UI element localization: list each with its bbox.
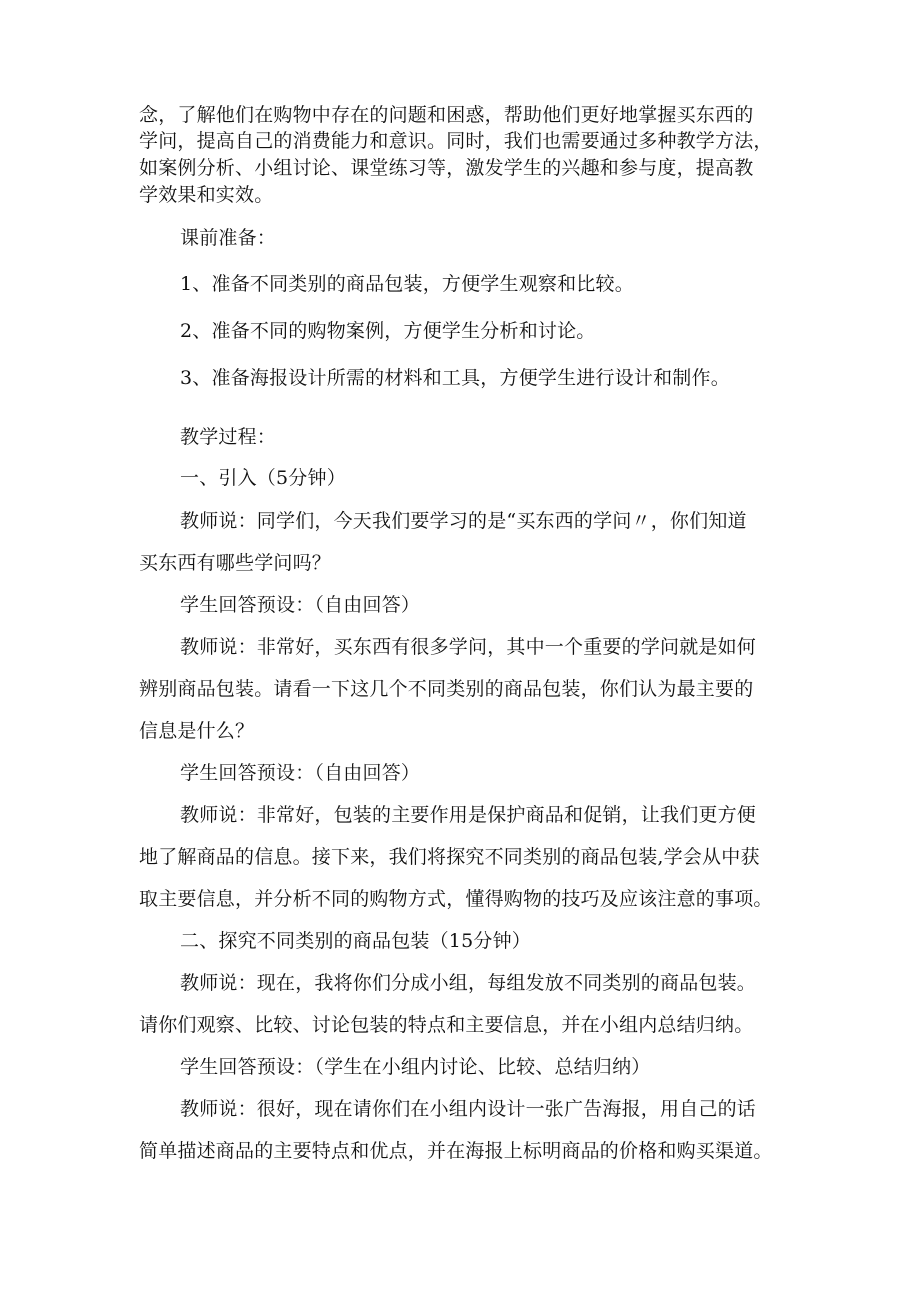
subsection-heading: 二、探究不同类别的商品包装（15分钟）: [180, 930, 531, 952]
list-item: 2、准备不同的购物案例，方便学生分析和讨论。: [180, 320, 596, 342]
paragraph-line: 教师说：非常好，包装的主要作用是保护商品和促销，让我们更方便: [180, 804, 757, 826]
paragraph-line: 学问，提高自己的消费能力和意识。同时，我们也需要通过多种教学方法，: [139, 130, 773, 152]
paragraph-line: 学生回答预设：（学生在小组内讨论、比较、总结归纳）: [180, 1056, 651, 1078]
section-heading: 课前准备：: [180, 227, 277, 249]
paragraph-line: 教师说：非常好，买东西有很多学问，其中一个重要的学问就是如何: [180, 636, 757, 658]
paragraph-line: 辨别商品包装。请看一下这几个不同类别的商品包装，你们认为最主要的: [139, 678, 754, 700]
paragraph-line: 学效果和实效。: [139, 184, 274, 206]
paragraph-line: 如案例分析、小组讨论、课堂练习等，激发学生的兴趣和参与度，提高教: [139, 157, 754, 179]
paragraph-line: 教师说：同学们，今天我们要学习的是“买东西的学问〃，你们知道: [180, 510, 747, 532]
paragraph-line: 简单描述商品的主要特点和优点，并在海报上标明商品的价格和购买渠道。: [139, 1140, 773, 1162]
paragraph-line: 请你们观察、比较、讨论包装的特点和主要信息，并在小组内总结归纳。: [139, 1014, 754, 1036]
paragraph-line: 教师说：现在，我将你们分成小组，每组发放不同类别的商品包装。: [180, 972, 757, 994]
paragraph-line: 学生回答预设：（自由回答）: [180, 762, 421, 784]
paragraph-line: 念，了解他们在购物中存在的问题和困惑，帮助他们更好地掌握买东西的: [139, 104, 754, 126]
paragraph-line: 信息是什么？: [139, 720, 255, 742]
paragraph-line: 教师说：很好，现在请你们在小组内设计一张广告海报，用自己的话: [180, 1098, 757, 1120]
subsection-heading: 一、引入（5分钟）: [180, 467, 346, 489]
list-item: 3、准备海报设计所需的材料和工具，方便学生进行设计和制作。: [180, 367, 730, 389]
paragraph-line: 地了解商品的信息。接下来，我们将探究不同类别的商品包装,学会从中获: [139, 846, 760, 868]
paragraph-line: 取主要信息，并分析不同的购物方式，懂得购物的技巧及应该注意的事项。: [139, 888, 773, 910]
list-item: 1、准备不同类别的商品包装，方便学生观察和比较。: [180, 273, 634, 295]
section-heading: 教学过程：: [180, 426, 277, 448]
paragraph-line: 买东西有哪些学问吗？: [139, 552, 332, 574]
paragraph-line: 学生回答预设：（自由回答）: [180, 594, 421, 616]
